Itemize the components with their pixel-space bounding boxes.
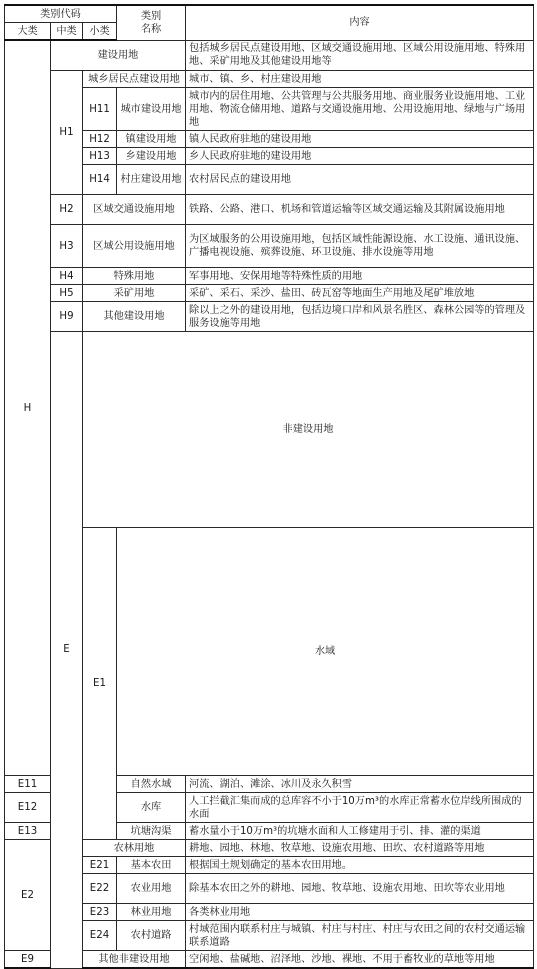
code-H11: H11 [83, 88, 117, 131]
code-H14: H14 [83, 165, 117, 195]
desc-E2: 耕地、园地、林地、牧草地、设施农用地、田坎、农村道路等用地 [186, 840, 534, 857]
table-row [5, 131, 534, 148]
header-category-name [117, 5, 186, 40]
table-row [5, 528, 534, 776]
name-H13: 乡建设用地 [117, 148, 186, 165]
table-row [5, 904, 534, 921]
desc-H14: 农村居民点的建设用地 [186, 165, 534, 195]
code-H1: H1 [51, 71, 83, 195]
header-content: 内容 [186, 5, 534, 40]
name-E21: 基本农田 [117, 857, 186, 874]
name-E12: 水库 [117, 793, 186, 823]
code-H12: H12 [83, 131, 117, 148]
table-row [5, 921, 534, 951]
table-row [5, 148, 534, 165]
name-H11: 城市建设用地 [117, 88, 186, 131]
code-E21: E21 [83, 857, 117, 874]
table-row [5, 225, 534, 268]
desc-H: 包括城乡居民点建设用地、区域交通设施用地、区域公用设施用地、特殊用地、采矿用地及其他建设用地等 [186, 40, 534, 71]
desc-E24: 村域范围内联系村庄与城镇、村庄与村庄、村庄与农田之间的农村交通运输联系道路 [186, 921, 534, 951]
header-category-name-line2: 名称 [140, 23, 162, 35]
code-E22: E22 [83, 874, 117, 904]
desc-E11: 河流、湖泊、滩涂、冰川及永久积雪 [186, 776, 534, 793]
desc-E21: 根据国土规划确定的基本农田用地。 [186, 857, 534, 874]
name-H4: 特殊用地 [83, 268, 186, 285]
header-major: 大类 [5, 23, 51, 41]
code-E24: E24 [83, 921, 117, 951]
land-use-classification-table-container [4, 4, 534, 969]
desc-H12: 镇人民政府驻地的建设用地 [186, 131, 534, 148]
desc-H1: 城市、镇、乡、村庄建设用地 [186, 71, 534, 88]
desc-H9: 除以上之外的建设用地，包括边境口岸和风景名胜区、森林公园等的管理及服务设施等用地 [186, 302, 534, 332]
land-use-classification-table [4, 4, 534, 969]
code-E2: E2 [5, 840, 51, 951]
table-row [5, 302, 534, 332]
name-H3: 区域公用设施用地 [83, 225, 186, 268]
name-E9: 其他非建设用地 [83, 951, 186, 969]
code-H4: H4 [51, 268, 83, 285]
desc-H5: 采矿、采石、采沙、盐田、砖瓦窑等地面生产用地及尾矿堆放地 [186, 285, 534, 302]
table-row [5, 88, 534, 131]
header-middle: 中类 [51, 23, 83, 41]
name-E1: 水域 [117, 528, 534, 776]
name-E11: 自然水域 [117, 776, 186, 793]
name-E24: 农村道路 [117, 921, 186, 951]
code-H: H [5, 40, 51, 776]
desc-H2: 铁路、公路、港口、机场和管道运输等区域交通运输及其附属设施用地 [186, 195, 534, 225]
code-E9: E9 [5, 951, 51, 969]
table-row [5, 332, 534, 528]
name-H: 建设用地 [51, 40, 186, 71]
name-E22: 农业用地 [117, 874, 186, 904]
header-minor: 小类 [83, 23, 117, 41]
code-E: E [51, 332, 83, 969]
name-E23: 林业用地 [117, 904, 186, 921]
code-E11: E11 [5, 776, 51, 793]
name-H2: 区域交通设施用地 [83, 195, 186, 225]
table-row [5, 840, 534, 857]
desc-H4: 军事用地、安保用地等特殊性质的用地 [186, 268, 534, 285]
code-H9: H9 [51, 302, 83, 332]
name-H5: 采矿用地 [83, 285, 186, 302]
table-row [5, 268, 534, 285]
desc-E9: 空闲地、盐碱地、沼泽地、沙地、裸地、不用于畜牧业的草地等用地 [186, 951, 534, 969]
desc-E13: 蓄水量小于10万m³的坑塘水面和人工修建用于引、排、灌的渠道 [186, 823, 534, 840]
name-E13: 坑塘沟渠 [117, 823, 186, 840]
name-H1: 城乡居民点建设用地 [83, 71, 186, 88]
code-H3: H3 [51, 225, 83, 268]
code-E1: E1 [83, 528, 117, 840]
desc-H13: 乡人民政府驻地的建设用地 [186, 148, 534, 165]
table-row [5, 195, 534, 225]
code-H5: H5 [51, 285, 83, 302]
table-row [5, 165, 534, 195]
code-E13: E13 [5, 823, 51, 840]
header-row-1 [5, 5, 534, 23]
name-H12: 镇建设用地 [117, 131, 186, 148]
code-H2: H2 [51, 195, 83, 225]
desc-E22: 除基本农田之外的耕地、园地、牧草地、设施农用地、田坎等农业用地 [186, 874, 534, 904]
name-H9: 其他建设用地 [83, 302, 186, 332]
table-row [5, 874, 534, 904]
desc-E23: 各类林业用地 [186, 904, 534, 921]
name-E: 非建设用地 [83, 332, 534, 528]
table-row [5, 71, 534, 88]
desc-H3: 为区域服务的公用设施用地，包括区域性能源设施、水工设施、通讯设施、广播电视设施、殡葬设施、环卫设施、排水设施等用地 [186, 225, 534, 268]
desc-E12: 人工拦截汇集而成的总库容不小于10万m³的水库正常蓄水位岸线所围成的水面 [186, 793, 534, 823]
desc-H11: 城市内的居住用地、公共管理与公共服务用地、商业服务业设施用地、工业用地、物流仓储用地、道路与交通设施用地、公用设施用地、绿地与广场用地 [186, 88, 534, 131]
name-H14: 村庄建设用地 [117, 165, 186, 195]
code-E12: E12 [5, 793, 51, 823]
code-H13: H13 [83, 148, 117, 165]
header-category-name-line1: 类别 [140, 10, 162, 22]
table-row [5, 951, 534, 969]
table-row [5, 285, 534, 302]
name-E2: 农林用地 [83, 840, 186, 857]
code-E23: E23 [83, 904, 117, 921]
header-category-code: 类别代码 [5, 5, 117, 23]
table-row [5, 40, 534, 71]
table-row [5, 857, 534, 874]
